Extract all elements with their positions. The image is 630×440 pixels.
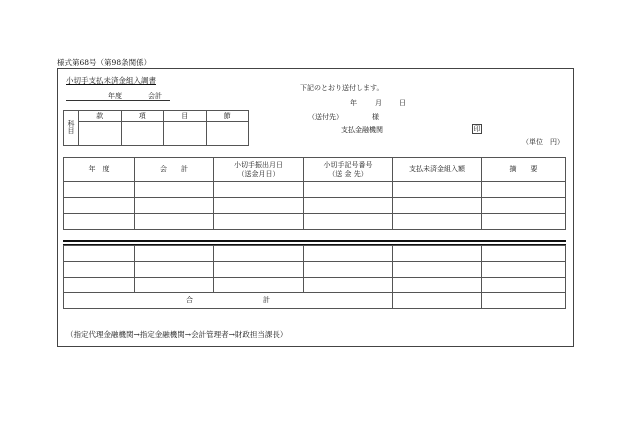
- unit-label: （単位 円）: [522, 138, 564, 146]
- document-title: 小切手支払未済金組入調書: [66, 76, 156, 85]
- subject-header-kou: 項: [121, 111, 164, 122]
- header-remarks: 摘 要: [482, 158, 566, 182]
- total-row: [64, 293, 566, 309]
- header-unpaid-amount: 支払未済金組入額: [393, 158, 482, 182]
- subject-cell-kou[interactable]: [121, 122, 164, 146]
- fiscal-year-line: [66, 100, 170, 101]
- routing-note: （指定代理金融機関→指定金融機関→会計管理者→財政担当課長）: [66, 330, 288, 339]
- fiscal-year-label: 年度: [108, 92, 122, 100]
- sender-label: 支払金融機関: [341, 126, 383, 134]
- subject-table: [63, 110, 249, 146]
- table-row: [64, 262, 566, 278]
- subject-cell-kan[interactable]: [79, 122, 122, 146]
- subject-cell-setsu[interactable]: [206, 122, 249, 146]
- header-account: 会 計: [135, 158, 214, 182]
- date-month: 月: [375, 99, 382, 107]
- main-table-bottom: [63, 245, 566, 309]
- subject-header-setsu: 節: [206, 111, 249, 122]
- total-remarks-cell[interactable]: [482, 293, 566, 309]
- date-day: 日: [399, 99, 406, 107]
- total-amount-cell[interactable]: [393, 293, 482, 309]
- header-check-date: 小切手振出月日 （送金月日）: [214, 158, 304, 182]
- subject-header-kan: 款: [79, 111, 122, 122]
- table-row: [64, 198, 566, 214]
- date-year: 年: [350, 99, 357, 107]
- header-fiscal-year: 年 度: [64, 158, 135, 182]
- subject-cell-moku[interactable]: [164, 122, 207, 146]
- form-number: 様式第68号（第98条関係）: [57, 58, 152, 67]
- subject-header-moku: 目: [164, 111, 207, 122]
- seal-mark: 印: [473, 125, 481, 133]
- section-divider-top: [63, 240, 566, 242]
- table-row: [64, 214, 566, 230]
- main-table-top: [63, 157, 566, 230]
- recipient-honorific: 様: [372, 113, 379, 121]
- header-check-number: 小切手記号番号 （送 金 先）: [304, 158, 393, 182]
- recipient-label: （送付先）: [308, 113, 343, 121]
- table-row: [64, 246, 566, 262]
- main-header-row: [64, 158, 566, 182]
- account-label: 会計: [148, 92, 162, 100]
- subject-row-label: 科目: [64, 111, 79, 146]
- transmittal-intro: 下記のとおり送付します。: [300, 84, 384, 92]
- table-row: [64, 182, 566, 198]
- table-row: [64, 278, 566, 293]
- total-label: 合 計: [64, 293, 393, 309]
